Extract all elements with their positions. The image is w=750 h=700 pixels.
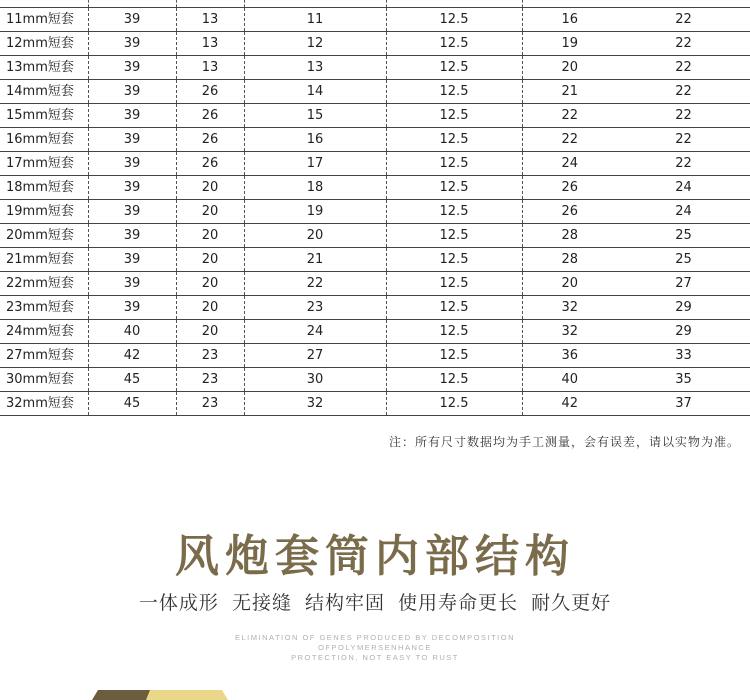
table-cell: 12.5 — [386, 200, 522, 224]
table-cell: 39 — [88, 296, 176, 320]
table-cell: 39 — [88, 152, 176, 176]
table-row — [0, 152, 750, 176]
size-label-cell: 18mm短套 — [0, 176, 88, 200]
table-cell: 13 — [176, 8, 244, 32]
table-cell: 25 — [617, 224, 750, 248]
table-cell: 23 — [176, 392, 244, 416]
table-cell: 22 — [617, 128, 750, 152]
table-cell: 13 — [176, 32, 244, 56]
table-cell: 14 — [244, 80, 386, 104]
table-cell: 26 — [176, 128, 244, 152]
table-row — [0, 272, 750, 296]
table-cell: 36 — [522, 344, 617, 368]
table-row — [0, 104, 750, 128]
table-cell: 12.5 — [386, 344, 522, 368]
table-cell: 39 — [88, 80, 176, 104]
table-cell: 39 — [88, 224, 176, 248]
table-cell: 27 — [244, 344, 386, 368]
measurement-note: 注：所有尺寸数据均为手工测量，会有误差，请以实物为准。 — [388, 435, 740, 449]
table-cell: 45 — [88, 392, 176, 416]
table-row — [0, 368, 750, 392]
table-cell: 39 — [88, 104, 176, 128]
table-cell: 12.5 — [386, 80, 522, 104]
table-cell: 26 — [176, 104, 244, 128]
table-cell: 22 — [617, 32, 750, 56]
table-row — [0, 176, 750, 200]
table-cell: 12.5 — [386, 296, 522, 320]
table-cell: 32 — [244, 392, 386, 416]
table-cell: 21 — [522, 80, 617, 104]
table-cell: 39 — [88, 128, 176, 152]
size-label-cell: 19mm短套 — [0, 200, 88, 224]
table-cell: 27 — [617, 272, 750, 296]
size-label-cell: 20mm短套 — [0, 224, 88, 248]
table-cell: 25 — [617, 248, 750, 272]
table-cell: 12.5 — [386, 392, 522, 416]
table-cell: 32 — [522, 296, 617, 320]
table-cell: 39 — [88, 56, 176, 80]
english-caption — [0, 633, 750, 663]
table-cell: 26 — [522, 200, 617, 224]
table-cell: 23 — [176, 344, 244, 368]
table-row — [0, 320, 750, 344]
table-cell: 22 — [244, 272, 386, 296]
table-cell: 11 — [244, 8, 386, 32]
table-cell: 20 — [176, 224, 244, 248]
english-caption-line: OFPOLYMERSENHANCE — [318, 643, 432, 652]
decorative-dark-segment — [92, 690, 154, 700]
table-cell: 24 — [244, 320, 386, 344]
table-row — [0, 224, 750, 248]
table-cell: 39 — [88, 8, 176, 32]
size-label-cell: 16mm短套 — [0, 128, 88, 152]
table-cell: 12.5 — [386, 152, 522, 176]
table-cell: 32 — [522, 320, 617, 344]
table-cell: 12 — [244, 32, 386, 56]
table-cell: 22 — [617, 80, 750, 104]
table-cell: 12.5 — [386, 320, 522, 344]
table-cell: 22 — [617, 104, 750, 128]
table-row — [0, 344, 750, 368]
table-cell: 18 — [244, 176, 386, 200]
table-cell: 26 — [522, 176, 617, 200]
table-cell: 22 — [617, 152, 750, 176]
table-row — [0, 8, 750, 32]
table-cell: 28 — [522, 248, 617, 272]
section-subtitle: 一体成形 无接缝 结构牢固 使用寿命更长 耐久更好 — [138, 592, 612, 614]
size-label-cell: 14mm短套 — [0, 80, 88, 104]
table-cell: 16 — [244, 128, 386, 152]
table-cell: 20 — [522, 272, 617, 296]
size-label-cell: 12mm短套 — [0, 32, 88, 56]
table-cell: 40 — [88, 320, 176, 344]
table-row — [0, 392, 750, 416]
table-cell: 35 — [617, 368, 750, 392]
table-row — [0, 56, 750, 80]
table-cell: 37 — [617, 392, 750, 416]
english-caption-line: ELIMINATION OF GENES PRODUCED BY DECOMPOSITION — [235, 633, 515, 642]
size-label-cell: 27mm短套 — [0, 344, 88, 368]
table-cell: 12.5 — [386, 8, 522, 32]
table-cell: 39 — [88, 272, 176, 296]
table-cell: 20 — [176, 248, 244, 272]
table-row — [0, 32, 750, 56]
table-cell: 24 — [522, 152, 617, 176]
table-cell: 12.5 — [386, 104, 522, 128]
table-cell: 12.5 — [386, 224, 522, 248]
table-cell: 22 — [522, 104, 617, 128]
table-cell: 12.5 — [386, 32, 522, 56]
table-cell: 20 — [522, 56, 617, 80]
table-cell: 20 — [176, 200, 244, 224]
table-row — [0, 128, 750, 152]
table-cell: 20 — [244, 224, 386, 248]
size-label-cell: 13mm短套 — [0, 56, 88, 80]
table-cell: 29 — [617, 320, 750, 344]
size-label-cell: 11mm短套 — [0, 8, 88, 32]
table-cell: 13 — [176, 56, 244, 80]
table-cell: 22 — [617, 8, 750, 32]
size-label-cell: 30mm短套 — [0, 368, 88, 392]
table-cell: 13 — [244, 56, 386, 80]
table-cell: 24 — [617, 176, 750, 200]
table-cell: 22 — [617, 56, 750, 80]
table-cell: 26 — [176, 152, 244, 176]
table-cell: 26 — [176, 80, 244, 104]
table-cell: 39 — [88, 200, 176, 224]
size-label-cell: 17mm短套 — [0, 152, 88, 176]
table-cell: 12.5 — [386, 368, 522, 392]
size-label-cell: 15mm短套 — [0, 104, 88, 128]
table-cell: 45 — [88, 368, 176, 392]
size-label-cell: 23mm短套 — [0, 296, 88, 320]
decorative-banner-shape — [92, 690, 232, 700]
table-row-partial — [0, 0, 750, 8]
table-cell: 19 — [244, 200, 386, 224]
table-cell: 39 — [88, 176, 176, 200]
table-cell: 20 — [176, 296, 244, 320]
size-label-cell: 21mm短套 — [0, 248, 88, 272]
table-cell: 20 — [176, 176, 244, 200]
table-cell: 40 — [522, 368, 617, 392]
english-caption-line: PROTECTION, NOT EASY TO RUST — [291, 653, 459, 662]
table-cell: 23 — [176, 368, 244, 392]
table-cell: 21 — [244, 248, 386, 272]
table-row — [0, 248, 750, 272]
table-cell: 17 — [244, 152, 386, 176]
table-row — [0, 296, 750, 320]
table-row — [0, 200, 750, 224]
size-label-cell: 24mm短套 — [0, 320, 88, 344]
table-cell: 12.5 — [386, 272, 522, 296]
table-cell: 16 — [522, 8, 617, 32]
table-cell: 12.5 — [386, 128, 522, 152]
table-cell: 22 — [522, 128, 617, 152]
table-cell: 12.5 — [386, 176, 522, 200]
table-cell: 28 — [522, 224, 617, 248]
table-cell: 15 — [244, 104, 386, 128]
table-cell: 30 — [244, 368, 386, 392]
size-label-cell: 22mm短套 — [0, 272, 88, 296]
table-row — [0, 80, 750, 104]
decorative-light-segment — [146, 690, 228, 700]
table-cell: 39 — [88, 248, 176, 272]
size-label-cell: 32mm短套 — [0, 392, 88, 416]
table-cell: 42 — [88, 344, 176, 368]
table-cell: 39 — [88, 32, 176, 56]
table-cell: 12.5 — [386, 248, 522, 272]
table-cell: 20 — [176, 320, 244, 344]
table-cell: 20 — [176, 272, 244, 296]
table-cell: 23 — [244, 296, 386, 320]
table-cell: 12.5 — [386, 56, 522, 80]
table-cell: 33 — [617, 344, 750, 368]
section-title: 风炮套筒内部结构 — [175, 531, 575, 582]
table-cell: 42 — [522, 392, 617, 416]
table-cell: 24 — [617, 200, 750, 224]
table-cell: 29 — [617, 296, 750, 320]
table-cell: 19 — [522, 32, 617, 56]
